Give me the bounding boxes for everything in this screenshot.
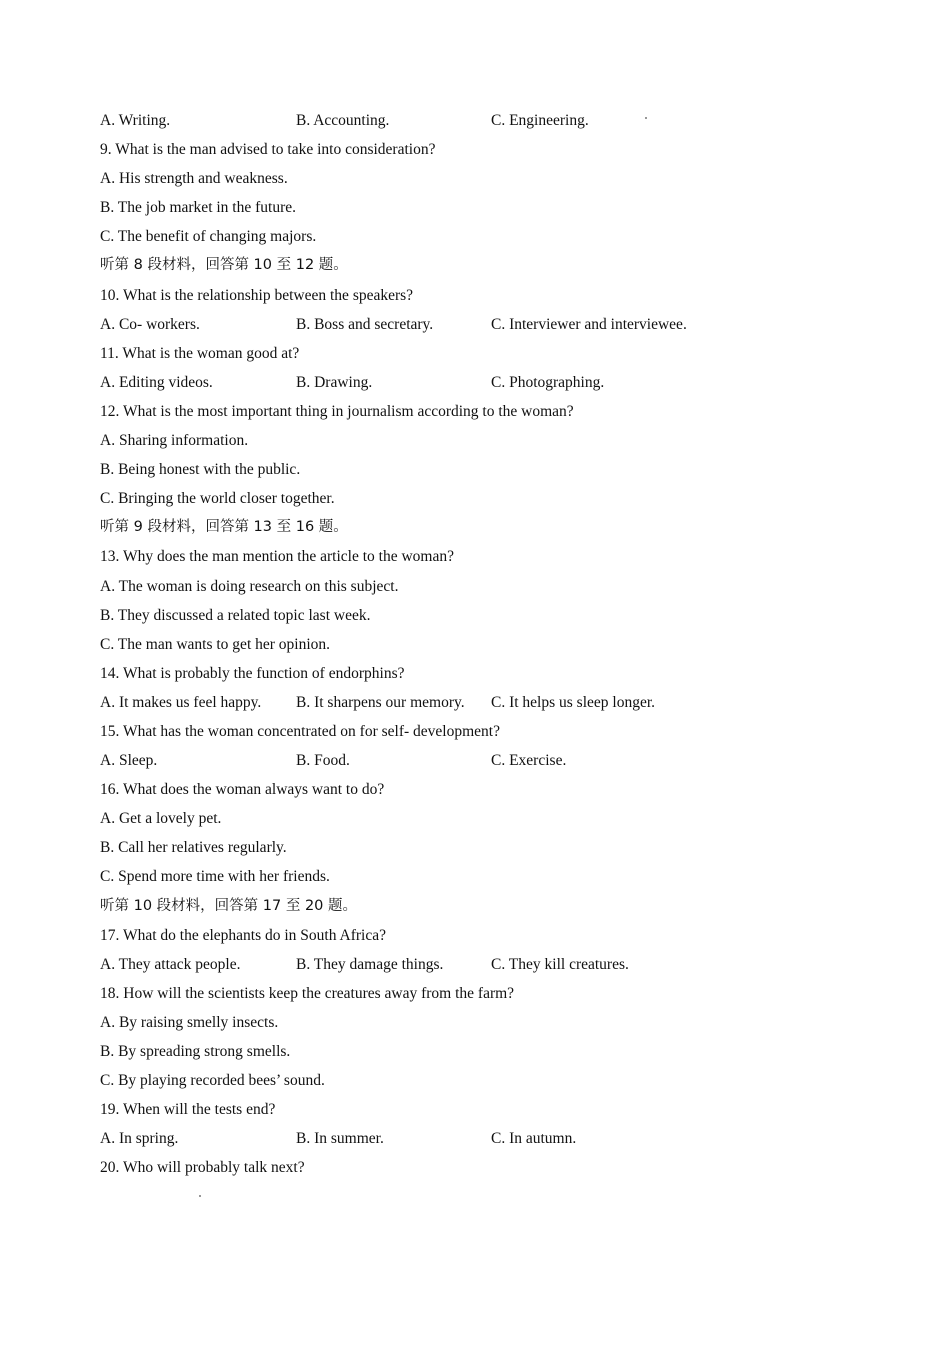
question-line: B. The job market in the future. (100, 199, 296, 217)
section-heading: 听第 8 段材料，回答第 10 至 12 题。 (100, 257, 348, 274)
option-row (100, 950, 860, 979)
option-row (100, 1124, 860, 1153)
question-line: C. The benefit of changing majors. (100, 228, 317, 246)
option-b: B. Boss and secretary. (296, 315, 434, 333)
option-a: A. Writing. (100, 112, 171, 129)
option-a: A. Editing videos. (100, 373, 213, 391)
option-row (100, 688, 860, 717)
option-b: B. They damage things. (296, 955, 444, 973)
question-line: B. They discussed a related topic last week. (100, 606, 371, 624)
stray-dot-top (645, 117, 647, 119)
stray-dot-bottom (199, 1195, 201, 1197)
option-b: B. Food. (296, 752, 350, 770)
question-line: 12. What is the most important thing in journalism according to the woman? (100, 402, 574, 420)
option-row (100, 106, 860, 135)
question-line: C. The man wants to get her opinion. (100, 635, 331, 653)
question-line: 11. What is the woman good at? (100, 344, 300, 362)
question-line: 18. How will the scientists keep the creatures away from the farm? (100, 984, 515, 1002)
question-line: C. Bringing the world closer together. (100, 490, 335, 508)
question-line: C. Spend more time with her friends. (100, 868, 330, 886)
question-line: C. By playing recorded bees’ sound. (100, 1072, 325, 1090)
question-line: A. By raising smelly insects. (100, 1013, 279, 1031)
question-line: 20. Who will probably talk next? (100, 1159, 305, 1177)
question-line: A. His strength and weakness. (100, 170, 288, 188)
option-c: C. Interviewer and interviewee. (491, 315, 687, 333)
question-line: 17. What do the elephants do in South Africa? (100, 926, 386, 944)
option-row (100, 368, 860, 397)
question-line: 9. What is the man advised to take into consideration? (100, 141, 436, 159)
question-line: 15. What has the woman concentrated on for self- development? (100, 722, 500, 740)
option-b: B. Accounting. (296, 112, 390, 129)
question-line: 10. What is the relationship between the speakers? (100, 286, 414, 304)
option-c: C. Engineering. (491, 112, 589, 129)
option-b: B. It sharpens our memory. (296, 693, 465, 711)
option-c: C. It helps us sleep longer. (491, 693, 656, 711)
question-line: A. Get a lovely pet. (100, 810, 222, 828)
option-c: C. Exercise. (491, 752, 567, 770)
option-row (100, 746, 860, 775)
question-line: B. Being honest with the public. (100, 461, 301, 479)
section-heading: 听第 10 段材料，回答第 17 至 20 题。 (100, 897, 358, 914)
exam-page (100, 106, 860, 1182)
question-line: 19. When will the tests end? (100, 1101, 276, 1119)
option-a: A. In spring. (100, 1130, 179, 1148)
question-line: 16. What does the woman always want to do? (100, 781, 385, 799)
section-heading: 听第 9 段材料，回答第 13 至 16 题。 (100, 519, 348, 536)
option-a: A. Co- workers. (100, 315, 200, 333)
option-c: C. Photographing. (491, 373, 605, 391)
option-b: B. In summer. (296, 1130, 384, 1148)
option-c: C. In autumn. (491, 1130, 577, 1148)
question-line: A. Sharing information. (100, 432, 249, 450)
question-line: B. Call her relatives regularly. (100, 839, 287, 857)
question-line: A. The woman is doing research on this subject. (100, 577, 399, 595)
question-line: 14. What is probably the function of endorphins? (100, 664, 405, 682)
option-a: A. It makes us feel happy. (100, 693, 262, 711)
option-b: B. Drawing. (296, 373, 373, 391)
question-line: 13. Why does the man mention the article to the woman? (100, 548, 454, 566)
option-c: C. They kill creatures. (491, 955, 629, 973)
option-a: A. They attack people. (100, 955, 241, 973)
question-line: B. By spreading strong smells. (100, 1043, 291, 1060)
option-row (100, 310, 860, 339)
option-a: A. Sleep. (100, 752, 158, 770)
